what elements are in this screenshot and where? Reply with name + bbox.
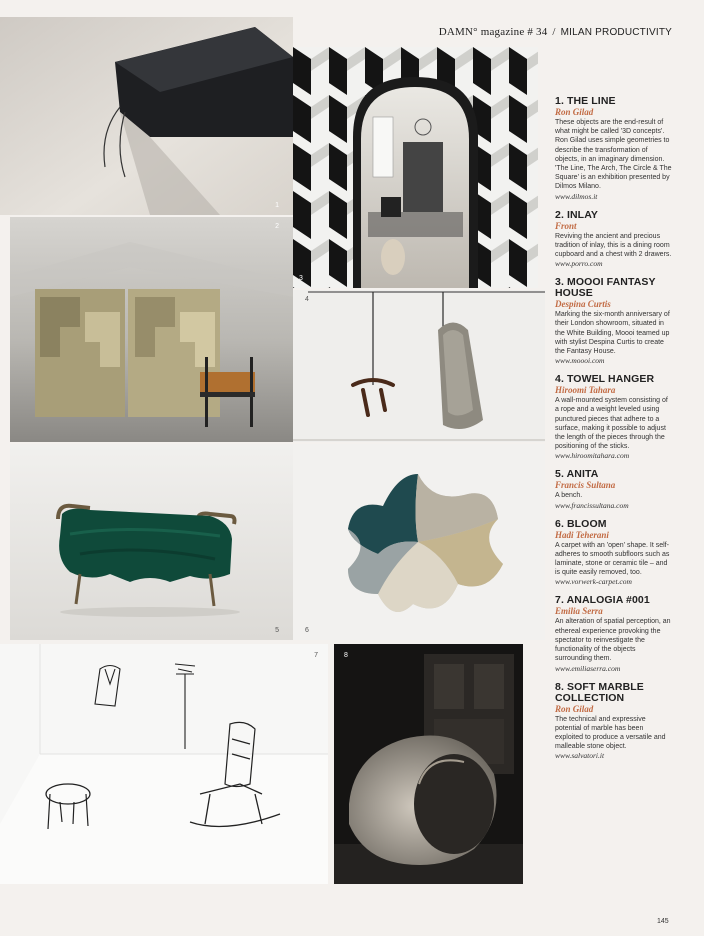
photo-anita-bench <box>10 444 293 640</box>
entry-author: Ron Gilad <box>555 107 594 117</box>
entry-author: Francis Sultana <box>555 480 616 491</box>
entry-url[interactable]: www.dilmos.it <box>555 191 598 201</box>
entry-title: 1. THE LINE <box>555 95 616 107</box>
magazine-issue: DAMN° magazine # 34 <box>438 26 548 38</box>
entry-description: Reviving the ancient and precious tradition of inlay, this is a dining room cupboard and a chest with 2 drawers. <box>555 232 672 259</box>
entry-title: 8. SOFT MARBLE COLLECTION <box>555 680 644 704</box>
entry-the-line <box>555 96 673 202</box>
photo-soft-marble <box>334 644 523 884</box>
photo-number: 6 <box>305 627 309 634</box>
entry-url[interactable]: www.vorwerk-carpet.com <box>555 577 632 587</box>
entry-description: An alteration of spatial perception, an ethereal experience provoking the spectator to reinvestigate the functionality of the objects surrounding them. <box>555 618 671 663</box>
entry-soft-marble-collection <box>555 682 673 762</box>
photo-number: 4 <box>305 296 309 303</box>
photo-inlay <box>10 217 293 442</box>
entry-anita <box>555 469 673 510</box>
entry-title: 3. MOOOI FANTASY HOUSE <box>555 276 656 300</box>
photo-analogia <box>0 644 328 884</box>
entry-url[interactable]: www.salvatori.it <box>555 751 605 761</box>
photo-bloom-carpet <box>293 444 545 640</box>
entry-description: The technical and expressive potential of marble has been exploited to produce a versatile and malleable stone object. <box>555 715 666 751</box>
entry-analogia <box>555 595 673 673</box>
entry-moooi-fantasy-house <box>555 277 673 366</box>
photo-the-line <box>0 17 293 215</box>
photo-number: 8 <box>344 652 348 659</box>
entry-towel-hanger <box>555 374 673 461</box>
entry-url[interactable]: www.emiliaserra.com <box>555 663 621 673</box>
product-entries <box>555 96 673 769</box>
entry-title: 4. TOWEL HANGER <box>555 373 655 386</box>
entry-title: 6. BLOOM <box>555 517 607 530</box>
page-number: 145 <box>657 918 669 925</box>
entry-author: Hiroomi Tahara <box>555 385 616 396</box>
entry-author: Hadi Teherani <box>555 529 609 540</box>
entry-bloom <box>555 519 673 588</box>
entry-url[interactable]: www.hiroomitahara.com <box>555 451 630 461</box>
entry-author: Emilia Serra <box>555 606 603 617</box>
entry-title: 5. ANITA <box>555 468 599 481</box>
photo-number: 2 <box>275 223 279 230</box>
entry-title: 2. INLAY <box>555 208 599 221</box>
entry-url[interactable]: www.moooi.com <box>555 356 605 366</box>
photo-towel-hanger <box>293 290 545 442</box>
photo-number: 5 <box>275 627 279 634</box>
entry-author: Despina Curtis <box>555 299 611 310</box>
entry-description: A bench. <box>555 492 583 500</box>
photo-number: 3 <box>299 275 303 282</box>
entry-description: A wall-mounted system consisting of a rope and a weight leveled using punctured pieces that adhere to a surface, making it possible to adjust the length of the pieces through the positioning of the sticks. <box>555 397 668 451</box>
entry-description: These objects are the end-result of what might be called '3D concepts'. Ron Gilad uses simple geometries to describe the transformation of objects, in an imaginary dimension. 'The Line, The Arch, The Circle & The Square' is an exhibition presented by Dilmos Milano. <box>555 119 672 191</box>
entry-author: Front <box>555 220 577 231</box>
entry-description: Marking the six-month anniversary of their London showroom, situated in the White Building, Moooi teamed up with stylist Despina Curtis to create the Fantasy House. <box>555 311 670 356</box>
photo-number: 1 <box>275 202 279 209</box>
magazine-header <box>439 26 672 38</box>
photo-moooi-fantasy-house <box>293 47 538 288</box>
entry-description: A carpet with an 'open' shape. It self-adheres to smooth subfloors such as laminate, stone or ceramic tile – and is quite easily removed, too. <box>555 541 670 577</box>
photo-number: 7 <box>314 652 318 659</box>
entry-inlay <box>555 210 673 270</box>
entry-author: Ron Gilad <box>555 703 594 714</box>
section-title: MILAN PRODUCTIVITY <box>560 27 672 38</box>
header-separator: / <box>552 26 556 38</box>
entry-title: 7. ANALOGIA #001 <box>555 594 650 607</box>
entry-url[interactable]: www.francissultana.com <box>555 500 629 510</box>
entry-url[interactable]: www.porro.com <box>555 259 603 269</box>
